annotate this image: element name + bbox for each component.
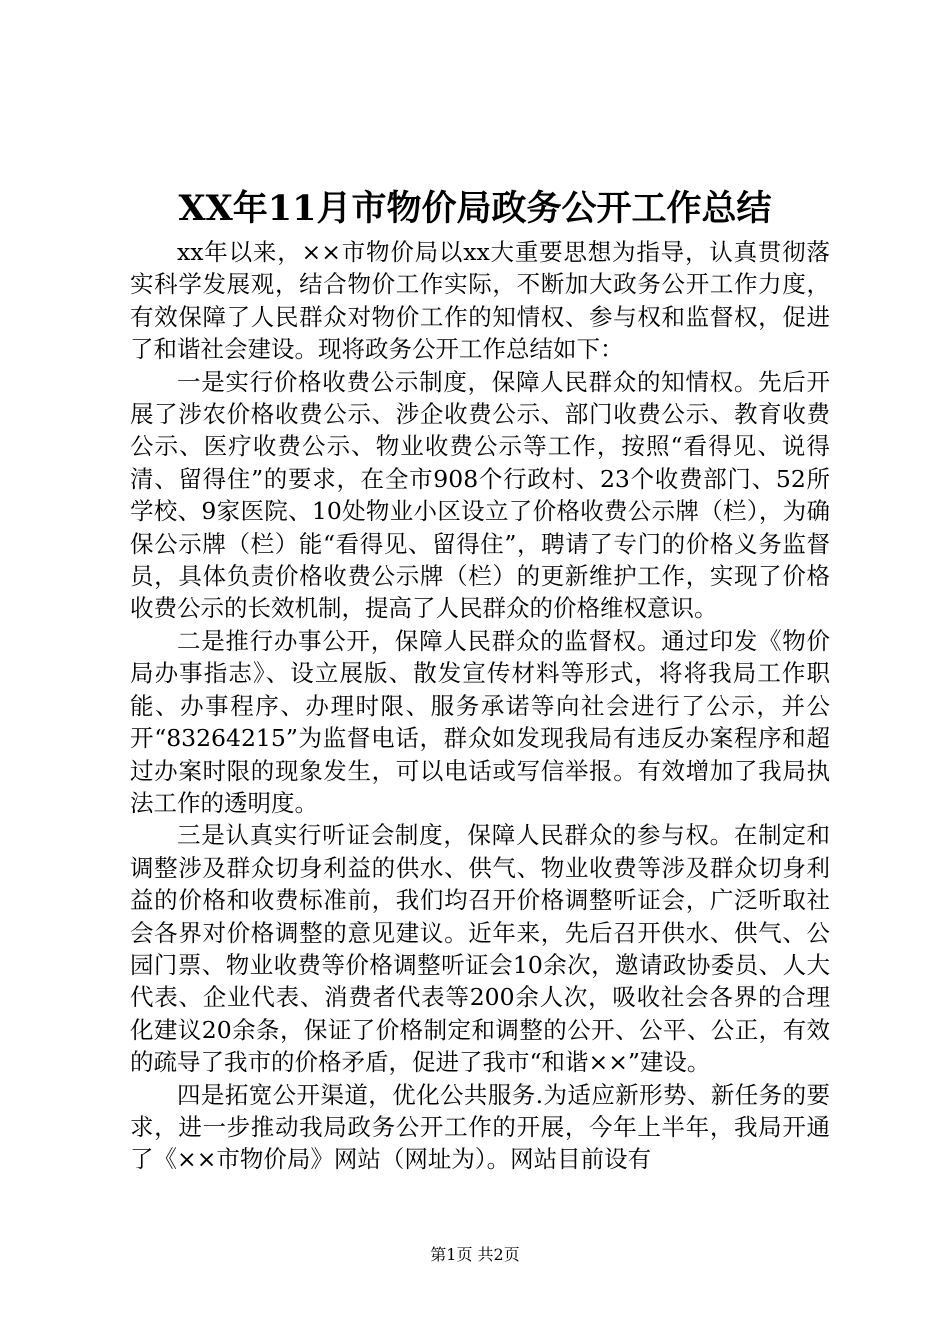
page-footer: 第1页 共2页: [430, 1245, 520, 1264]
intro-paragraph: xx年以来，××市物价局以xx大重要思想为指导，认真贯彻落实科学发展观，结合物价工作实际，不断加大政务公开工作力度，有效保障了人民群众对物价工作的知情权、参与权和监督权，促进了和谐社会建设。现将政务公开工作总结如下：: [130, 238, 830, 364]
section-2-paragraph: 二是推行办事公开，保障人民群众的监督权。通过印发《物价局办事指志》、设立展版、散发宣传材料等形式，将将我局工作职能、办事程序、办理时限、服务承诺等向社会进行了公示，并公开“83264215”为监督电话，群众如发现我局有违反办案程序和超过办案时限的现象发生，可以电话或写信举报。有效增加了我局执法工作的透明度。: [130, 626, 830, 817]
document-title: XX年11月市物价局政务公开工作总结: [178, 188, 772, 229]
document-body: [130, 236, 830, 1176]
section-4-paragraph: 四是拓宽公开渠道，优化公共服务.为适应新形势、新任务的要求，进一步推动我局政务公开工作的开展，今年上半年，我局开通了《××市物价局》网站（网址为）。网站目前设有: [130, 1080, 830, 1174]
section-3-paragraph: 三是认真实行听证会制度，保障人民群众的参与权。在制定和调整涉及群众切身利益的供水、供气、物业收费等涉及群众切身利益的价格和收费标准前，我们均召开价格调整听证会，广泛听取社会各界对价格调整的意见建议。近年来，先后召开供水、供气、公园门票、物业收费等价格调整听证会10余次，邀请政协委员、人大代表、企业代表、消费者代表等200余人次，吸收社会各界的合理化建议20余条，保证了价格制定和调整的公开、公平、公正，有效的疏导了我市的价格矛盾，促进了我市“和谐××”建设。: [130, 821, 830, 1077]
section-1-paragraph: 一是实行价格收费公示制度，保障人民群众的知情权。先后开展了涉农价格收费公示、涉企收费公示、部门收费公示、教育收费公示、医疗收费公示、物业收费公示等工作，按照“看得见、说得清、留得住”的要求，在全市908个行政村、23个收费部门、52所学校、9家医院、10处物业小区设立了价格收费公示牌（栏），为确保公示牌（栏）能“看得见、留得住”，聘请了专门的价格义务监督员，具体负责价格收费公示牌（栏）的更新维护工作，实现了价格收费公示的长效机制，提高了人民群众的价格维权意识。: [130, 367, 830, 623]
